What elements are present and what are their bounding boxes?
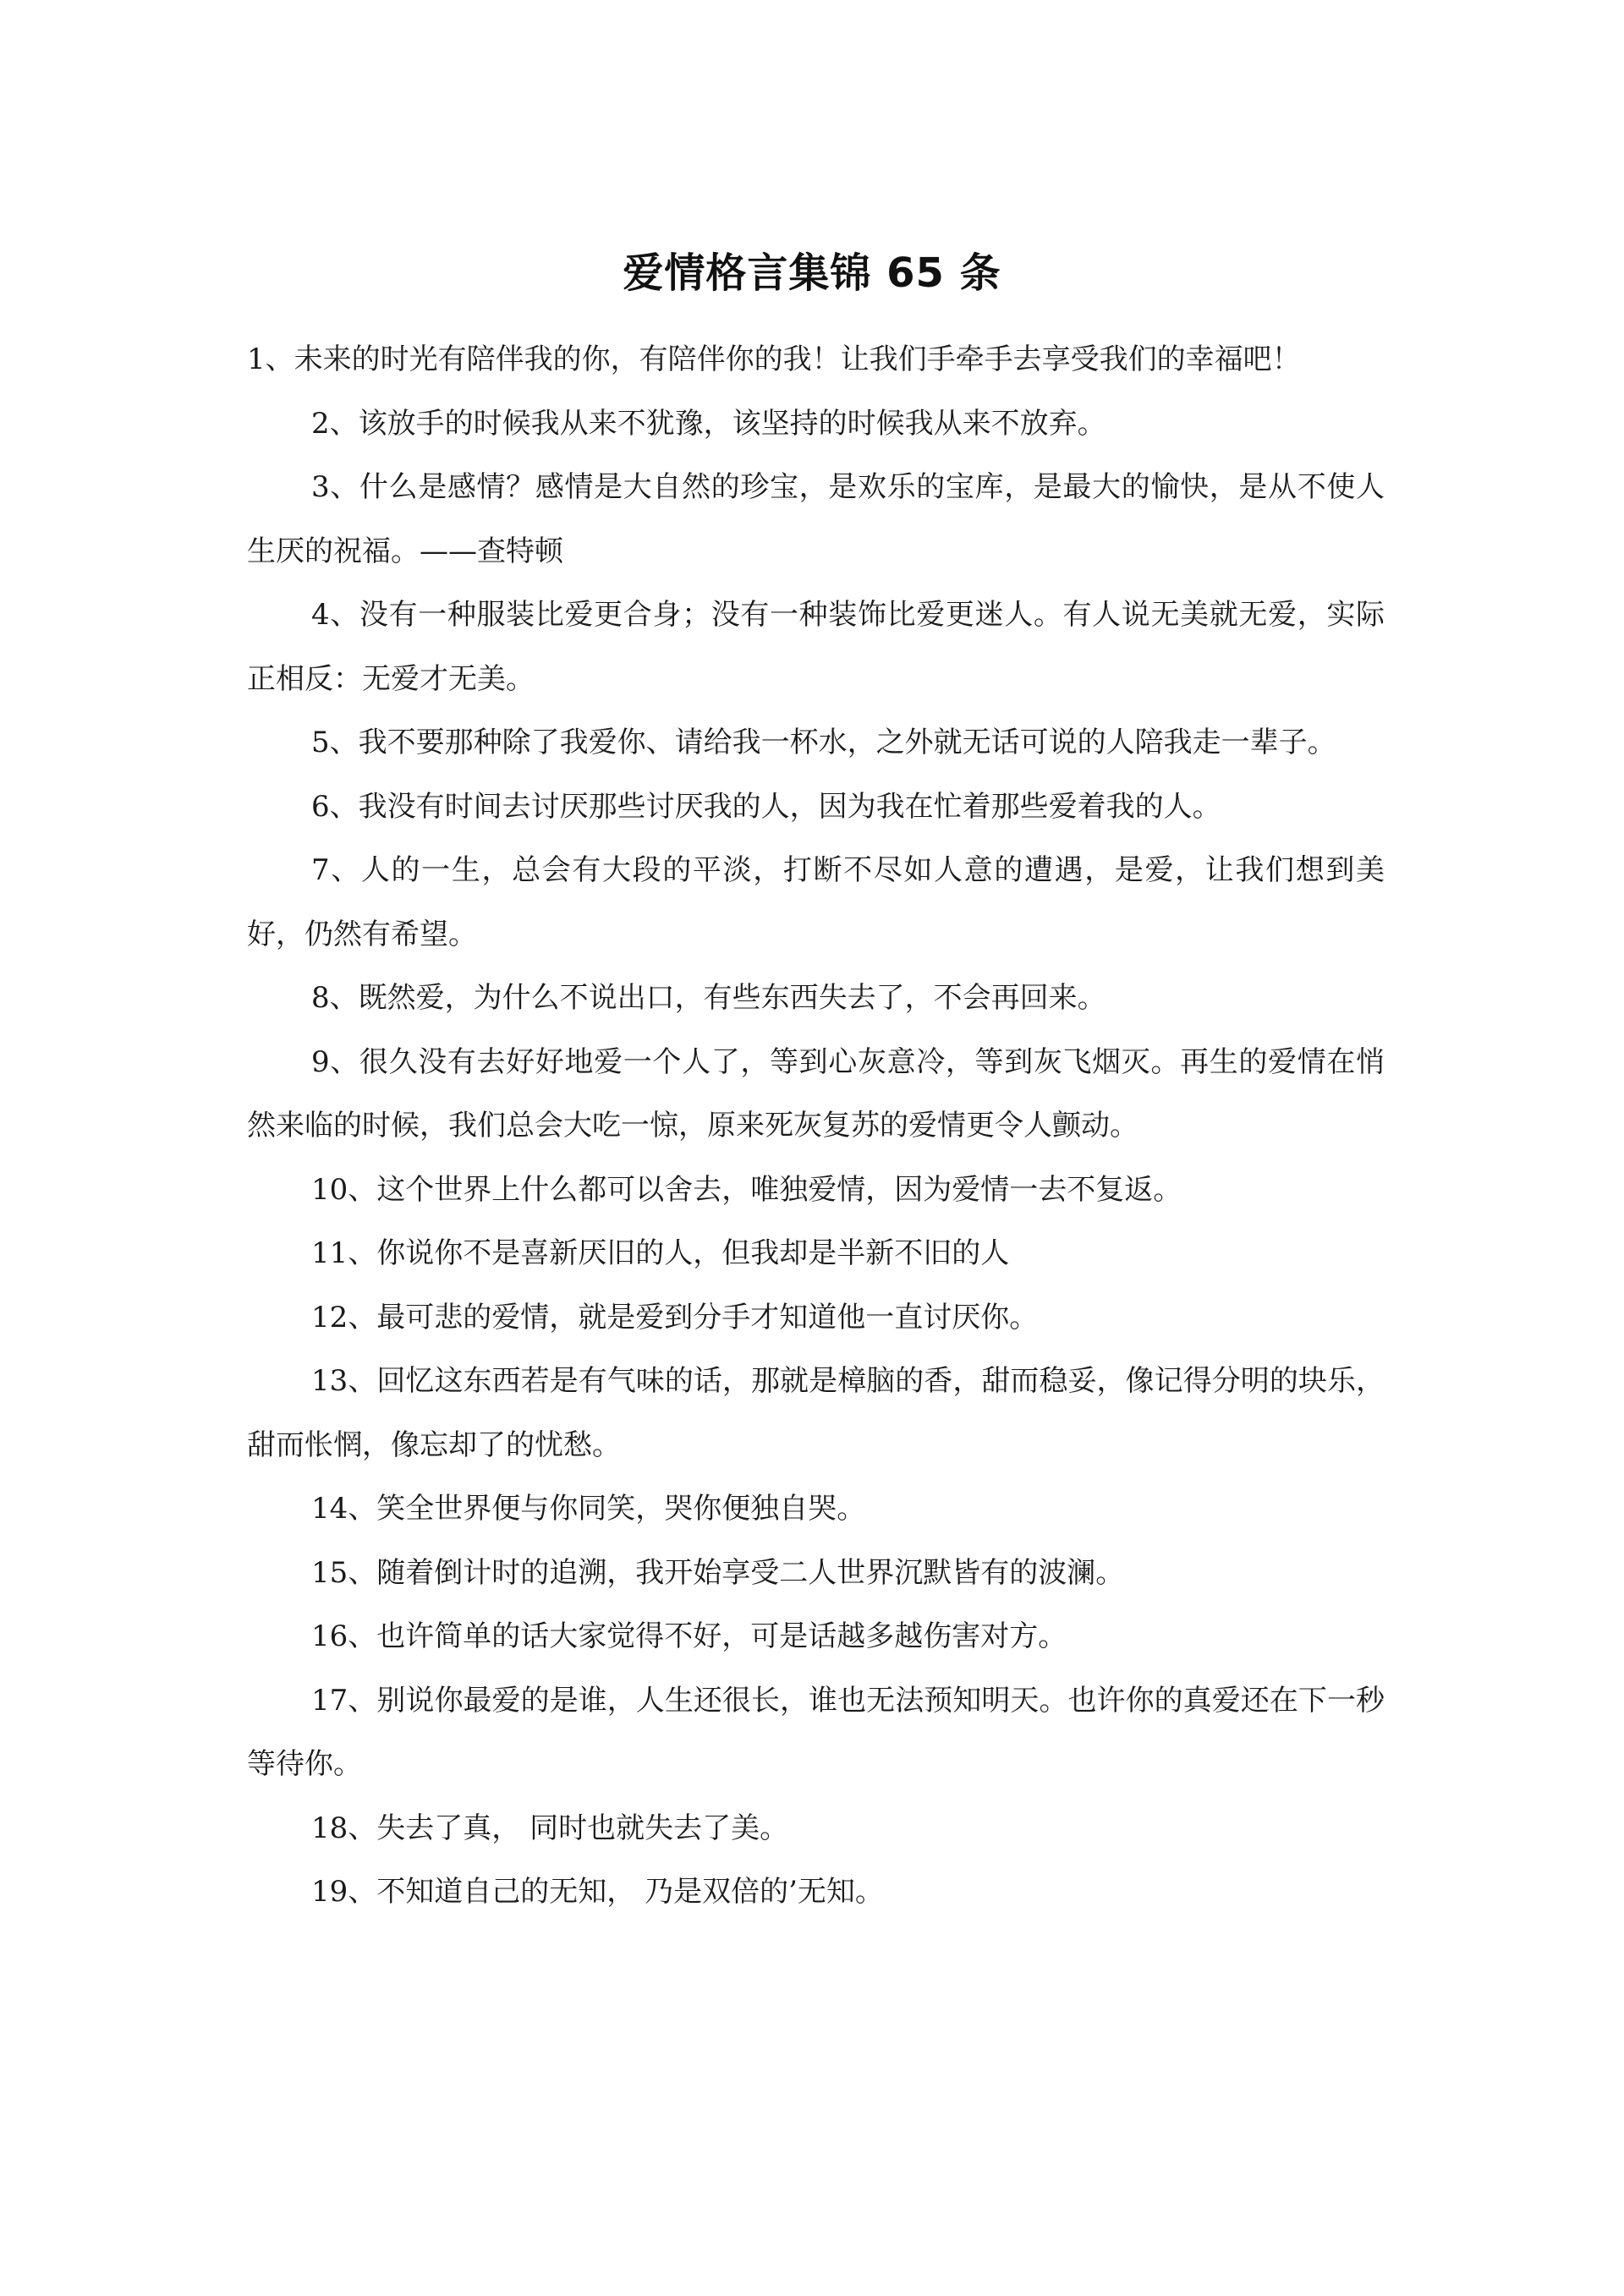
quote-item-5: 5、我不要那种除了我爱你、请给我一杯水，之外就无话可说的人陪我走一辈子。 [311, 726, 1336, 759]
quote-item-16: 16、也许简单的话大家觉得不好，可是话越多越伤害对方。 [311, 1619, 1067, 1653]
quote-item-6: 6、我没有时间去讨厌那些讨厌我的人，因为我在忙着那些爱着我的人。 [311, 789, 1221, 824]
quote-item-9: 9、很久没有去好好地爱一个人了，等到心灰意冷，等到灰飞烟灭。再生的爱情在悄然来临的时候，我们总会大吃一惊，原来死灰复苏的爱情更令人颤动。 [247, 1044, 1385, 1143]
quote-item-1: 1、未来的时光有陪伴我的你，有陪伴你的我！让我们手牵手去享受我们的幸福吧！ [247, 342, 1301, 376]
quote-item-18: 18、失去了真， 同时也就失去了美。 [311, 1811, 789, 1845]
quote-item-11: 11、你说你不是喜新厌旧的人，但我却是半新不旧的人 [311, 1236, 1010, 1270]
quote-item-17: 17、别说你最爱的是谁，人生还很长，谁也无法预知明天。也许你的真爱还在下一秒等待你。 [247, 1683, 1385, 1781]
quote-item-13: 13、回忆这东西若是有气味的话，那就是樟脑的香，甜而稳妥，像记得分明的块乐，甜而怅惘，像忘却了的忧愁。 [247, 1364, 1385, 1462]
document-title: 爱情格言集锦 65 条 [623, 249, 1001, 297]
quote-item-2: 2、该放手的时候我从来不犹豫，该坚持的时候我从来不放弃。 [311, 406, 1106, 441]
quote-item-14: 14、笑全世界便与你同笑，哭你便独自哭。 [311, 1492, 866, 1526]
quote-item-3: 3、什么是感情？感情是大自然的珍宝，是欢乐的宝库，是最大的愉快，是从不使人生厌的祝福。——查特顿 [247, 470, 1385, 568]
quote-item-19: 19、不知道自己的无知， 乃是双倍的’无知。 [311, 1875, 884, 1909]
quote-item-7: 7、人的一生，总会有大段的平淡，打断不尽如人意的遭遇，是爱，让我们想到美好，仍然有希望。 [247, 853, 1385, 951]
quote-item-8: 8、既然爱，为什么不说出口，有些东西失去了，不会再回来。 [311, 981, 1106, 1015]
quote-item-15: 15、随着倒计时的追溯，我开始享受二人世界沉默皆有的波澜。 [311, 1555, 1125, 1590]
quote-item-10: 10、这个世界上什么都可以舍去，唯独爱情，因为爱情一去不复返。 [311, 1172, 1182, 1207]
document-body [247, 328, 1385, 1925]
quote-item-12: 12、最可悲的爱情，就是爱到分手才知道他一直讨厌你。 [311, 1300, 1039, 1334]
quote-item-4: 4、没有一种服装比爱更合身；没有一种装饰比爱更迷人。有人说无美就无爱，实际正相反：无爱才无美。 [247, 598, 1385, 696]
